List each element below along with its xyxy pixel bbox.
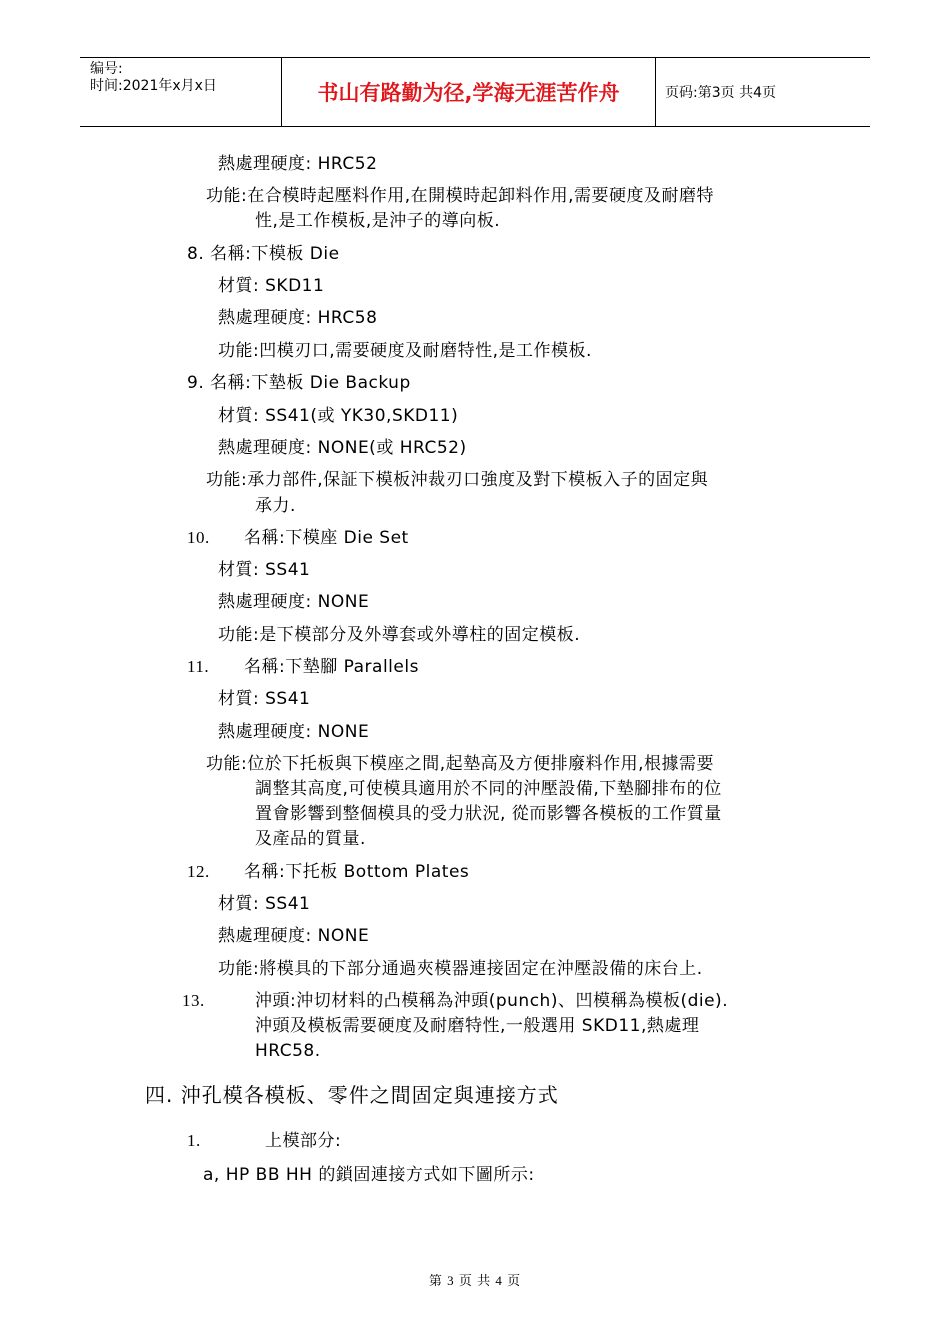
text-line: 沖頭及模板需要硬度及耐磨特性,一般選用 SKD11,熱處理 <box>255 1016 700 1036</box>
page-header <box>80 57 870 127</box>
text-line: 性,是工作模板,是沖子的導向板. <box>255 211 501 231</box>
text-line: 熱處理硬度: HRC52 <box>218 154 378 174</box>
text-line: 承力. <box>255 496 296 516</box>
text-line: 材質: SKD11 <box>218 276 325 296</box>
text-line: 沖頭:沖切材料的凸模稱為沖頭(punch)、凹模稱為模板(die). <box>255 991 729 1011</box>
text-line: 置會影響到整個模具的受力狀況, 從而影響各模板的工作質量 <box>255 804 722 824</box>
item-number: 10. <box>187 528 210 547</box>
text-line: 及產品的質量. <box>255 829 366 849</box>
text-line: HRC58. <box>255 1041 321 1061</box>
text-line: 材質: SS41 <box>218 689 311 709</box>
text-line: 熱處理硬度: NONE <box>218 592 370 612</box>
item-number: 11. <box>187 657 210 676</box>
item-number: 13. <box>182 991 205 1010</box>
text-line: 功能:將模具的下部分通過夾模器連接固定在沖壓設備的床台上. <box>218 959 703 979</box>
text-line: 功能:承力部件,保証下模板沖裁刃口強度及對下模板入子的固定與 <box>206 470 709 490</box>
text-line: 8. 名稱:下模板 Die <box>187 244 340 264</box>
text-line: 功能:位於下托板與下模座之間,起墊高及方便排廢料作用,根據需要 <box>206 754 715 774</box>
text-line: 名稱:下托板 Bottom Plates <box>244 862 470 882</box>
text-line: 熱處理硬度: NONE(或 HRC52) <box>218 438 467 458</box>
header-page-number: 页码:第3页 共4页 <box>665 85 776 101</box>
text-line: 9. 名稱:下墊板 Die Backup <box>187 373 411 393</box>
sub-number: 1. <box>187 1131 201 1150</box>
header-motto: 书山有路勤为径,学海无涯苦作舟 <box>281 58 656 126</box>
text-line: 名稱:下墊腳 Parallels <box>244 657 419 677</box>
sub-title: 上模部分: <box>265 1131 342 1151</box>
sub-item: a, HP BB HH 的鎖固連接方式如下圖所示: <box>203 1165 535 1185</box>
text-line: 功能:在合模時起壓料作用,在開模時起卸料作用,需要硬度及耐磨特 <box>206 186 715 206</box>
text-line: 熱處理硬度: NONE <box>218 926 370 946</box>
code-label: 编号: <box>90 61 123 77</box>
text-line: 調整其高度,可使模具適用於不同的沖壓設備,下墊腳排布的位 <box>255 779 722 799</box>
item-number: 12. <box>187 862 210 881</box>
text-line: 功能:是下模部分及外導套或外導柱的固定模板. <box>218 625 581 645</box>
text-line: 功能:凹模刃口,需要硬度及耐磨特性,是工作模板. <box>218 341 592 361</box>
text-line: 材質: SS41 <box>218 894 311 914</box>
text-line: 名稱:下模座 Die Set <box>244 528 409 548</box>
text-line: 熱處理硬度: NONE <box>218 722 370 742</box>
header-meta <box>80 58 280 126</box>
text-line: 熱處理硬度: HRC58 <box>218 308 378 328</box>
section-heading: 四. 沖孔模各模板、零件之間固定與連接方式 <box>145 1083 559 1107</box>
text-line: 材質: SS41(或 YK30,SKD11) <box>218 406 459 426</box>
text-line: 材質: SS41 <box>218 560 311 580</box>
page-footer: 第 3 页 共 4 页 <box>428 1273 522 1288</box>
time-label: 时间:2021年x月x日 <box>90 78 217 94</box>
